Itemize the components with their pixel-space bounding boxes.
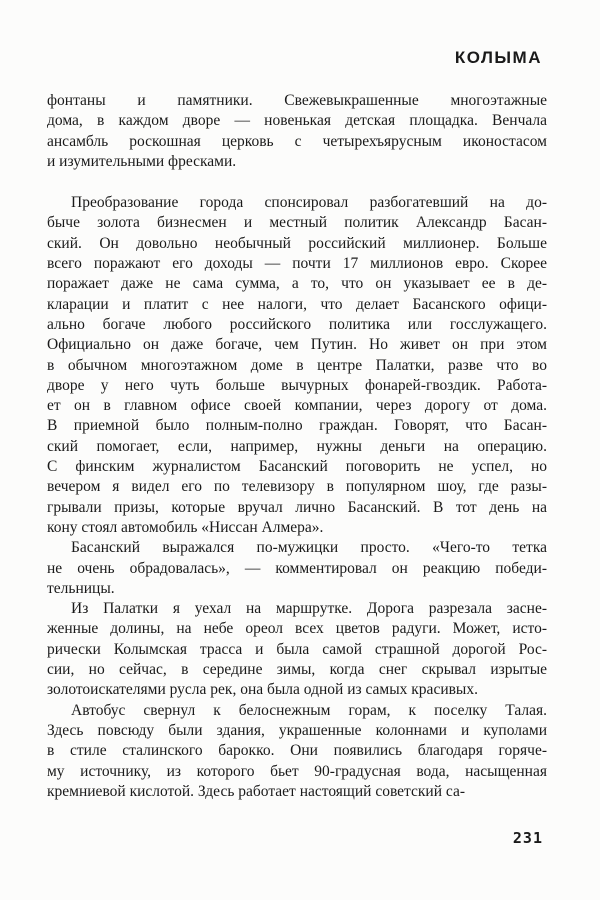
- text-line: Автобус свернул к белоснежным горам, к поселку Талая.: [71, 701, 547, 719]
- text-line: поражает даже не сама сумма, а то, что он указывает ее в де-: [47, 275, 547, 293]
- text-line: Басанский выражался по-мужицки просто. «Чего-то тетка: [71, 539, 547, 557]
- text-line: кону стоял автомобиль «Ниссан Алмера».: [47, 518, 324, 536]
- text-line: быче золота бизнесмен и местный политик Александр Басан-: [47, 214, 547, 232]
- text-line: всего поражают его доходы — почти 17 миллионов евро. Скорее: [47, 255, 547, 273]
- text-line: сии, но сейчас, в середине зимы, когда снег скрывал изрытые: [47, 661, 547, 679]
- text-line: золотоискателями русла рек, она была одной из самых красивых.: [47, 681, 478, 699]
- text-line: женные долины, на небе ореол всех цветов радуги. Может, исто-: [47, 620, 547, 638]
- text-line: му источнику, из которого бьет 90-градусная вода, насыщенная: [47, 762, 547, 780]
- text-line: вечером я видел его по телевизору в популярном шоу, где разы-: [47, 478, 547, 496]
- text-block: [47, 91, 547, 802]
- text-line: Официально он даже богаче, чем Путин. Но живет он при этом: [47, 336, 547, 354]
- text-line: кларации и платит с нее налоги, что делает Басанского офици-: [47, 295, 547, 313]
- text-line: ский. Он довольно необычный российский миллионер. Больше: [47, 234, 547, 252]
- text-line: ский помогает, если, например, нужны деньги на операцию.: [47, 437, 547, 455]
- running-title: КОЛЫМА: [454, 48, 542, 67]
- text-line: тельницы.: [47, 579, 115, 597]
- text-line: в стиле сталинского барокко. Они появились благодаря горяче-: [47, 742, 547, 760]
- text-line: С финским журналистом Басанский поговорить не успел, но: [47, 458, 547, 476]
- paragraph: [47, 599, 547, 700]
- paragraph: [47, 193, 547, 538]
- text-line: и изумительными фресками.: [47, 152, 237, 170]
- text-line: ет он в главном офисе своей компании, через дорогу от дома.: [47, 397, 547, 415]
- paragraph: [47, 91, 547, 172]
- paragraph: [47, 538, 547, 599]
- text-line: дома, в каждом дворе — новенькая детская площадка. Венчала: [47, 112, 547, 130]
- text-line: ально богаче любого российского политика или госслужащего.: [47, 315, 547, 333]
- paragraph: [47, 701, 547, 802]
- text-line: Из Палатки я уехал на маршрутке. Дорога разрезала засне-: [71, 600, 547, 618]
- text-line: Преобразование города спонсировал разбогатевший на до-: [71, 194, 547, 212]
- text-line: не очень обрадовалась», — комментировал он реакцию победи-: [47, 559, 547, 577]
- text-line: В приемной было полным-полно граждан. Говорят, что Басан-: [47, 417, 547, 435]
- text-line: рически Колымская трасса и была самой страшной дорогой Рос-: [47, 640, 547, 658]
- text-line: ансамбль роскошная церковь с четырехъярусным иконостасом: [47, 132, 547, 150]
- text-line: кремниевой кислотой. Здесь работает настоящий советский са-: [47, 782, 466, 800]
- page-number: 231: [512, 829, 543, 847]
- text-line: грывали призы, которые вручал лично Басанский. В тот день на: [47, 498, 547, 516]
- text-line: фонтаны и памятники. Свежевыкрашенные многоэтажные: [47, 92, 547, 109]
- text-line: Здесь повсюду были здания, украшенные колоннами и куполами: [47, 721, 547, 739]
- text-line: дворе у него чуть больше вычурных фонарей-гвоздик. Работа-: [47, 376, 547, 394]
- text-line: в обычном многоэтажном доме в центре Палатки, разве что во: [47, 356, 547, 374]
